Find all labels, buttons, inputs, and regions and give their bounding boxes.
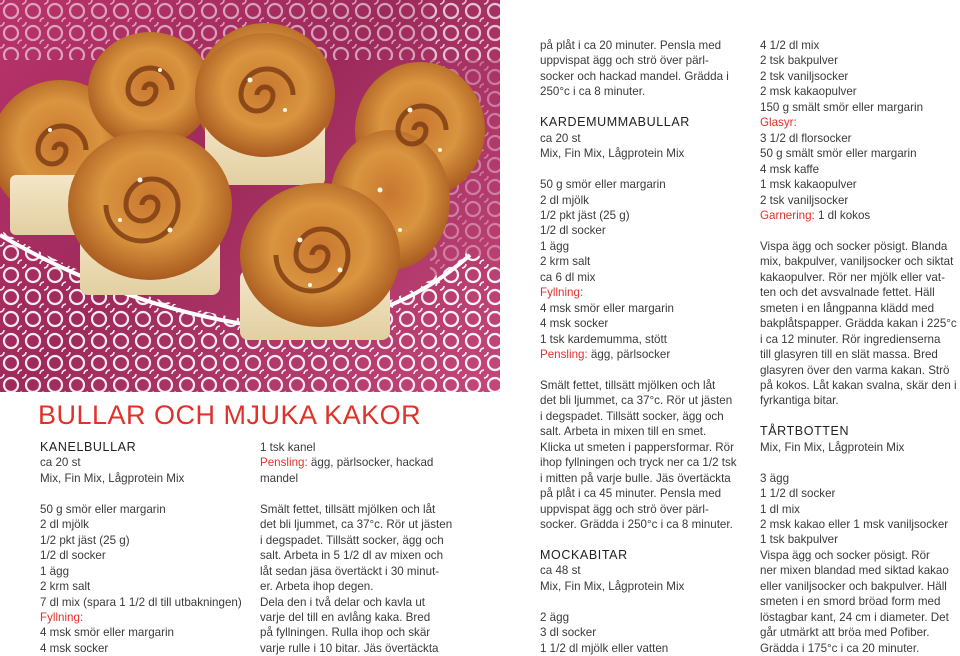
- ingredient-line: 1/2 pkt jäst (25 g): [40, 533, 130, 547]
- method-line: till glasyren till en slät massa. Bred: [760, 348, 938, 362]
- method-line: socker. Grädda i 250°c i ca 8 minuter.: [540, 518, 733, 531]
- ingredient-line: 1 msk kakaopulver: [760, 178, 857, 192]
- method-line: ihop fyllningen och tryck ner ca 1/2 tsk: [540, 456, 737, 470]
- pensling-line: [260, 455, 470, 470]
- ingredient-line: 3 1/2 dl florsocker: [760, 131, 852, 145]
- mix-types: Mix, Fin Mix, Lågprotein Mix: [540, 579, 685, 593]
- method-line: Smält fettet, tillsätt mjölken och låt: [540, 378, 716, 392]
- recipe-heading: KARDEMUMMABULLAR: [540, 115, 690, 130]
- ingredient-line: 1 1/2 dl mjölk eller vatten: [540, 641, 669, 655]
- kanelbullar-method-column: [260, 440, 470, 656]
- cinnamon-buns-illustration: [0, 0, 500, 392]
- ingredient-line: 7 dl mix (spara 1 1/2 dl till utbakningen): [40, 595, 242, 609]
- filling-label: Fyllning:: [540, 286, 584, 300]
- method-line: Vispa ägg och socker pösigt. Blanda: [760, 239, 948, 253]
- method-line: på plåt i ca 45 minuter. Pensla med: [540, 487, 722, 501]
- method-line: bakplåtspapper. Grädda kakan i 225°c: [760, 317, 957, 331]
- kanelbullar-column: [40, 440, 240, 656]
- ingredient-line: 1/2 dl socker: [540, 224, 606, 238]
- method-line: Smält fettet, tillsätt mjölken och låt: [260, 502, 436, 516]
- method-line: varje rulle i 10 bitar. Jäs övertäckta: [260, 641, 439, 655]
- ingredient-line: 4 1/2 dl mix: [760, 39, 820, 52]
- ingredient-line: 2 krm salt: [540, 255, 591, 269]
- method-line: på fyllningen. Rulla ihop och skär: [260, 626, 431, 640]
- ingredient-line: 2 msk kakao eller 1 msk vaniljsocker: [760, 518, 949, 531]
- ingredient-line: 4 msk kaffe: [760, 162, 820, 176]
- garnering-label: Garnering:: [760, 208, 815, 222]
- method-line: i ca 12 minuter. Rör ingredienserna: [760, 332, 941, 346]
- ingredient-line: 2 dl mjölk: [540, 193, 589, 207]
- method-line: Klicka ut smeten i pappersformar. Rör: [540, 440, 734, 454]
- recipe-heading: KANELBULLAR: [40, 440, 137, 454]
- ingredient-line: 2 dl mjölk: [40, 518, 89, 532]
- pensling-label: Pensling:: [260, 456, 308, 470]
- servings: ca 20 st: [540, 131, 581, 145]
- ingredient-line: 1/2 pkt jäst (25 g): [540, 208, 630, 222]
- ingredient-line: 2 tsk bakpulver: [760, 54, 838, 68]
- ingredient-line: 1 ägg: [540, 239, 570, 253]
- ingredient-line: 2 krm salt: [40, 580, 91, 594]
- ingredient-line: 50 g smält smör eller margarin: [760, 147, 917, 161]
- method-line: ner mixen blandad med siktad kakao: [760, 564, 949, 578]
- method-line: salt. Arbeta in 5 1/2 dl av mixen och: [260, 549, 444, 563]
- method-line: Grädda i 175°c i ca 20 minuter.: [760, 641, 920, 655]
- garnering-text: 1 dl kokos: [814, 208, 871, 222]
- method-line: varje del till en avlång kaka. Bred: [260, 610, 431, 624]
- pensling-label: Pensling:: [540, 348, 588, 362]
- ingredient-line: 4 msk socker: [40, 641, 109, 655]
- ingredient-line: 2 tsk vaniljsocker: [760, 69, 849, 83]
- method-line: salt. Arbeta in mixen till en smet.: [540, 425, 707, 439]
- ingredient-line: 1 dl mix: [760, 502, 800, 516]
- method-line: ten och det avsvalnade fettet. Häll: [760, 286, 935, 300]
- method-line: fyrkantiga bitar.: [760, 394, 839, 408]
- method-line: löstagbar kant, 24 cm i diameter. Det: [760, 610, 949, 624]
- ingredient-line: 150 g smält smör eller margarin: [760, 100, 924, 114]
- method-line: smeten i en långpanna klädd med: [760, 301, 935, 315]
- mocka-tartbotten-column: [760, 38, 960, 656]
- pensling-line: [540, 347, 745, 362]
- ingredient-line: 4 msk socker: [540, 317, 609, 331]
- ingredient-line: 50 g smör eller margarin: [540, 178, 666, 192]
- method-line: smeten i en smord bröad form med: [760, 595, 941, 609]
- ingredient-line: 1 tsk kanel: [260, 441, 316, 454]
- method-line: er. Arbeta ihop degen.: [260, 580, 374, 594]
- recipe-heading: TÅRTBOTTEN: [760, 424, 850, 439]
- method-line: går utmärkt att bröa med Pofiber.: [760, 626, 930, 640]
- ingredient-line: 1 tsk bakpulver: [760, 533, 838, 547]
- method-line: det bli ljummet, ca 37°c. Rör ut jästen: [260, 518, 453, 532]
- mix-types: Mix, Fin Mix, Lågprotein Mix: [540, 147, 685, 161]
- ingredient-line: 50 g smör eller margarin: [40, 502, 166, 516]
- mix-types: Mix, Fin Mix, Lågprotein Mix: [40, 471, 185, 485]
- method-line: 250°c i ca 8 minuter.: [540, 85, 646, 99]
- mix-types: Mix, Fin Mix, Lågprotein Mix: [760, 440, 905, 454]
- glasyr-label: Glasyr:: [760, 116, 797, 130]
- method-line: socker och hackad mandel. Grädda i: [540, 69, 729, 83]
- ingredient-line: 3 ägg: [760, 471, 790, 485]
- method-line: Vispa ägg och socker pösigt. Rör: [760, 548, 930, 562]
- filling-label: Fyllning:: [40, 610, 84, 624]
- method-line: låt sedan jäsa övertäckt i 30 minut-: [260, 564, 440, 578]
- method-line: på kokos. Låt kakan svalna, skär den i: [760, 378, 957, 392]
- garnering-line: [760, 208, 960, 223]
- ingredient-line: 1 ägg: [40, 564, 70, 578]
- ingredient-line: 1 tsk kardemumma, stött: [540, 332, 667, 346]
- method-line: mix, bakpulver, vaniljsocker och siktat: [760, 255, 954, 269]
- method-line: i mitten på varje bulle. Jäs övertäckta: [540, 471, 731, 485]
- kardemumma-mocka-column: [540, 38, 745, 656]
- ingredient-line: 4 msk smör eller margarin: [40, 626, 175, 640]
- method-line: eller vaniljsocker och bakpulver. Häll: [760, 579, 947, 593]
- ingredient-line: 2 tsk vaniljsocker: [760, 193, 849, 207]
- ingredient-line: 4 msk smör eller margarin: [540, 301, 675, 315]
- ingredient-line: 2 ägg: [540, 610, 570, 624]
- pensling-cont: mandel: [260, 471, 299, 485]
- page-title: BULLAR OCH MJUKA KAKOR: [38, 400, 422, 430]
- cinnamon-buns-photo: [0, 0, 500, 392]
- ingredient-line: 3 dl socker: [540, 626, 597, 640]
- method-line: på plåt i ca 20 minuter. Pensla med: [540, 39, 722, 52]
- pensling-text: ägg, pärlsocker, hackad: [307, 456, 434, 470]
- ingredient-line: ca 6 dl mix: [540, 270, 596, 284]
- method-line: glasyren över den varma kakan. Strö: [760, 363, 950, 377]
- method-line: uppvispat ägg och strö över pärl-: [540, 54, 709, 68]
- method-line: kakaopulver. Rör ner mjölk eller vat-: [760, 270, 945, 284]
- pensling-text: ägg, pärlsocker: [587, 348, 671, 362]
- method-line: i degspadet. Tillsätt socker, ägg och: [260, 533, 444, 547]
- method-line: uppvispat ägg och strö över pärl-: [540, 502, 709, 516]
- ingredient-line: 2 msk kakaopulver: [760, 85, 857, 99]
- method-line: i degspadet. Tillsätt socker, ägg och: [540, 409, 724, 423]
- method-line: det bli ljummet, ca 37°c. Rör ut jästen: [540, 394, 733, 408]
- servings: ca 48 st: [540, 564, 581, 578]
- method-line: Dela den i två delar och kavla ut: [260, 595, 425, 609]
- ingredient-line: 1/2 dl socker: [40, 549, 106, 563]
- ingredient-line: 1 1/2 dl socker: [760, 487, 836, 501]
- recipe-heading: MOCKABITAR: [540, 547, 628, 562]
- servings: ca 20 st: [40, 456, 81, 470]
